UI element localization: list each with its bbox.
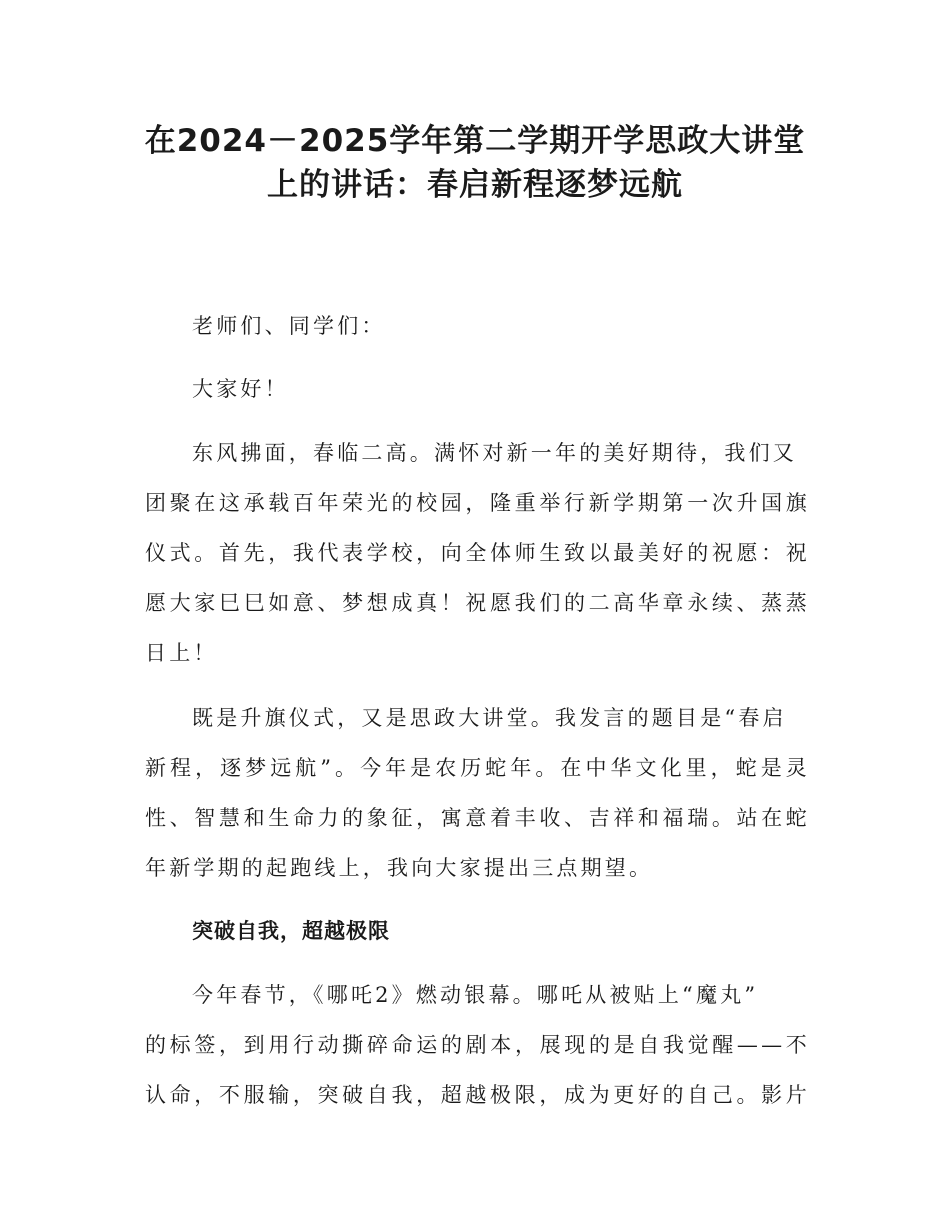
paragraph-3-line: 的标签，到用行动撕碎命运的剧本，展现的是自我觉醒——不 (145, 1033, 810, 1057)
document-title-line-2: 上的讲话：春启新程逐梦远航 (267, 167, 683, 203)
paragraph-2-line: 新程，逐梦远航”。今年是农历蛇年。在中华文化里，蛇是灵 (145, 756, 810, 780)
paragraph-1-line: 团聚在这承载百年荣光的校园，隆重举行新学期第一次升国旗 (145, 491, 810, 515)
section-heading: 突破自我，超越极限 (192, 919, 390, 943)
paragraph-1-line: 愿大家巳巳如意、梦想成真！祝愿我们的二高华章永续、蒸蒸 (145, 591, 810, 615)
paragraph-1-line: 仪式。首先，我代表学校，向全体师生致以最美好的祝愿：祝 (145, 541, 810, 565)
greeting: 大家好！ (192, 377, 289, 401)
salutation: 老师们、同学们： (192, 314, 386, 338)
paragraph-3-line: 认命，不服输，突破自我，超越极限，成为更好的自己。影片 (145, 1083, 810, 1107)
paragraph-2-line: 性、智慧和生命力的象征，寓意着丰收、吉祥和福瑞。站在蛇 (145, 806, 810, 830)
document-title-line-1: 在2024－2025学年第二学期开学思政大讲堂 (144, 123, 806, 159)
paragraph-1-line: 东风拂面，春临二高。满怀对新一年的美好期待，我们又 (192, 441, 797, 465)
paragraph-2-line: 年新学期的起跑线上，我向大家提出三点期望。 (145, 856, 654, 880)
paragraph-2-line: 既是升旗仪式，又是思政大讲堂。我发言的题目是“春启 (192, 706, 787, 730)
paragraph-3-line: 今年春节，《哪吒2》燃动银幕。哪吒从被贴上“魔丸” (192, 983, 759, 1007)
paragraph-1-line: 日上！ (145, 641, 218, 665)
